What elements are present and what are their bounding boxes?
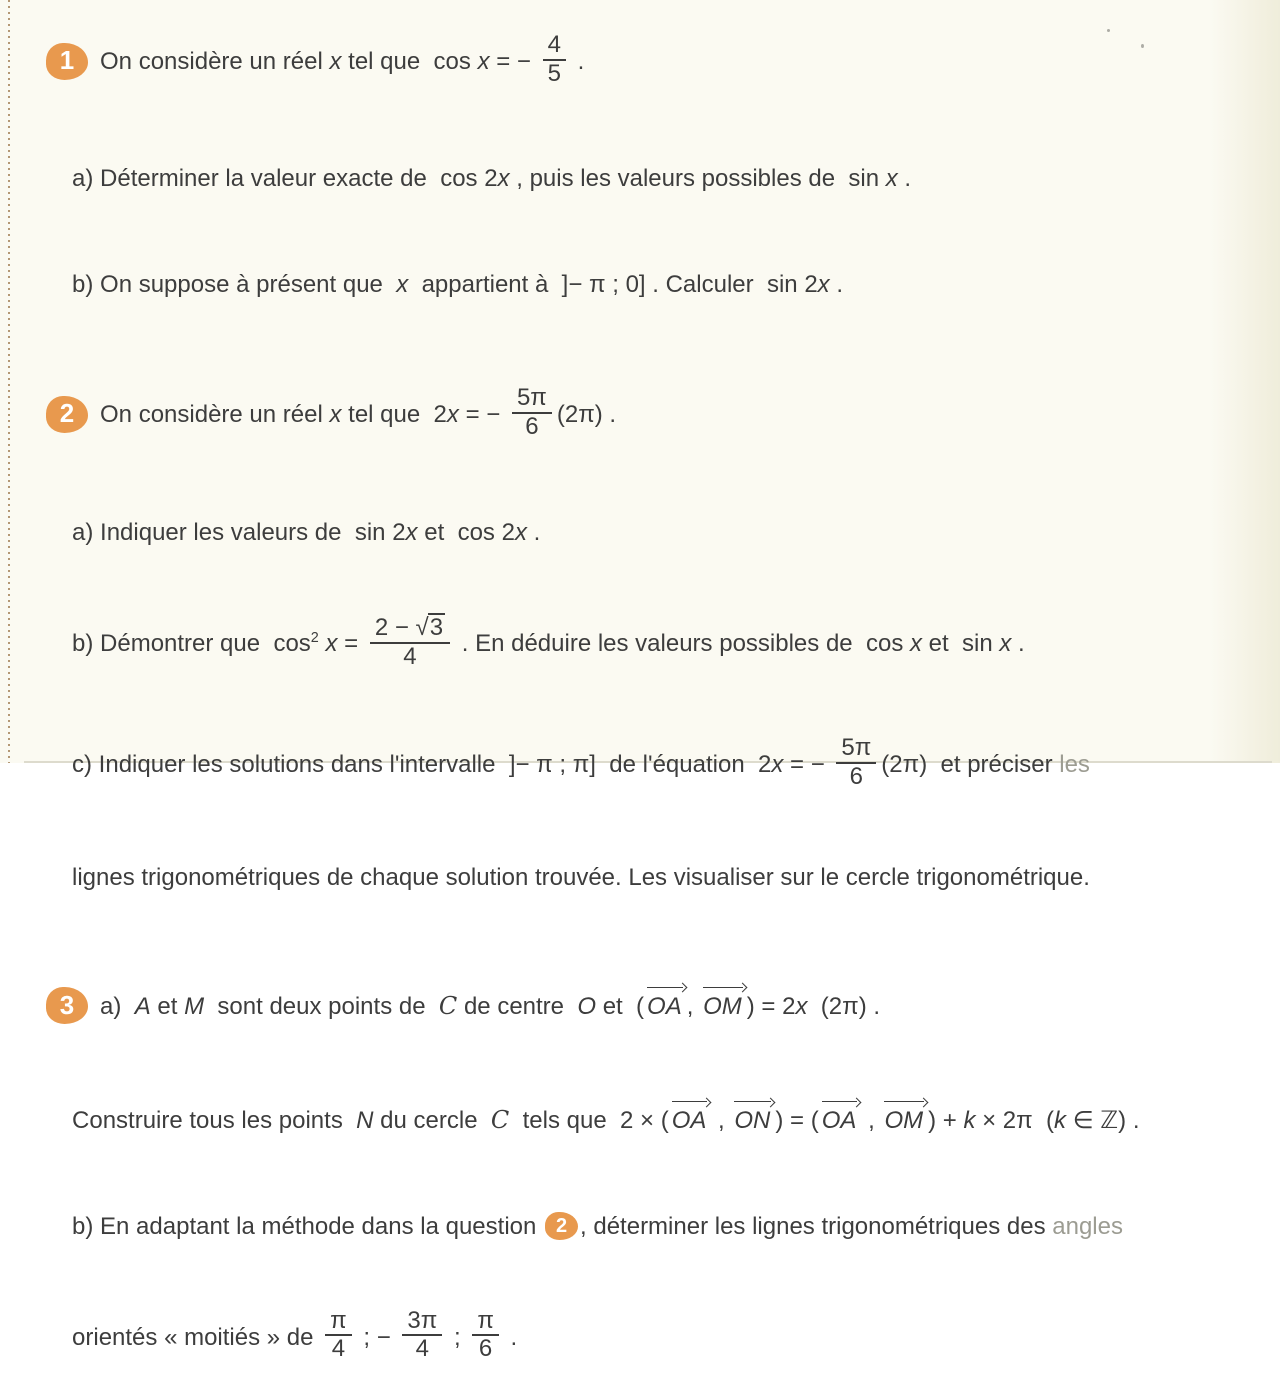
fraction-pi-4	[325, 1308, 352, 1364]
text: et	[417, 518, 458, 546]
variable-N: N	[356, 1107, 374, 1135]
fraction-2-minus-sqrt3-over-4	[370, 613, 450, 671]
fraction-denominator: 4	[370, 642, 450, 671]
text: =	[337, 630, 365, 658]
text: , puis les valeurs possibles de	[509, 165, 849, 193]
radical-sign: √	[415, 614, 428, 642]
variable-x: x	[329, 401, 342, 429]
exercise-3-item-b	[32, 1180, 1266, 1274]
variable-x: x	[497, 165, 510, 193]
text: a) Déterminer la valeur exacte de	[72, 165, 441, 193]
function-sin: sin	[848, 165, 886, 193]
text: b) En adaptant la méthode dans la question	[72, 1213, 544, 1241]
text: et	[150, 992, 185, 1020]
variable-x: x	[477, 48, 490, 76]
exponent-2: 2	[310, 630, 319, 647]
exercise-number-badge-1: 1	[46, 43, 88, 80]
vector-OA: OA	[820, 1096, 861, 1136]
inline-question-2-badge: 2	[545, 1212, 578, 1240]
fraction-5pi-6	[512, 385, 552, 441]
function-cos2x: cos 2	[440, 165, 498, 193]
vector-OM: OM	[701, 982, 746, 1022]
fraction-numerator: π	[330, 1306, 347, 1334]
text: , déterminer les lignes trigonométriques des	[580, 1213, 1053, 1241]
exercise-2-intro	[32, 357, 1266, 475]
function-cos2x: cos 2	[457, 518, 515, 546]
text: ) = (	[775, 1107, 819, 1135]
variable-x: x	[885, 165, 898, 193]
exercise-1-item-b	[32, 238, 1266, 332]
exercise-number-badge-3: 3	[46, 987, 88, 1024]
variable-k: k	[1054, 1107, 1067, 1135]
text: tel que	[341, 48, 434, 76]
text: (2π) .	[807, 992, 881, 1020]
exercise-number-badge-2: 2	[46, 396, 88, 433]
text: lignes trigonométriques de chaque solution trouvée. Les visualiser sur le cercle trigonométrique.	[72, 864, 1090, 892]
faded-word: angles	[1052, 1213, 1123, 1241]
text: .	[570, 48, 585, 76]
text: 2 −	[374, 614, 416, 642]
variable-x: x	[396, 270, 409, 298]
text: = −	[458, 401, 507, 429]
variable-x: x	[405, 518, 418, 546]
variable-x: x	[795, 992, 808, 1020]
text: On considère un réel	[100, 48, 330, 76]
text: et (	[596, 992, 645, 1020]
vector-OA: OA	[670, 1096, 711, 1136]
fraction-denominator: 4	[325, 1334, 352, 1363]
text: ) = 2	[746, 992, 796, 1020]
text: ∈ ℤ) .	[1066, 1107, 1140, 1135]
text: sont deux points de	[204, 992, 439, 1020]
fraction-denominator: 4	[402, 1334, 442, 1363]
fraction-numerator: 5π	[516, 384, 547, 412]
text: ;	[447, 1323, 468, 1351]
text: et préciser	[927, 751, 1060, 779]
variable-M: M	[184, 992, 205, 1020]
text: orientés « moitiés » de	[72, 1323, 321, 1351]
text: appartient à ]− π ; 0] . Calculer	[408, 270, 767, 298]
variable-x: x	[318, 630, 338, 658]
fraction-numerator	[370, 613, 450, 642]
exercise-2-item-b	[32, 585, 1266, 705]
text: et	[922, 630, 963, 658]
fraction-pi-6	[472, 1308, 499, 1364]
function-sin2x: sin 2	[766, 270, 818, 298]
exercise-1-item-a	[32, 132, 1266, 226]
variable-x: x	[910, 630, 922, 658]
fraction-numerator: 3π	[407, 1306, 438, 1334]
text: a)	[100, 992, 135, 1020]
vector-ON: ON	[732, 1096, 774, 1136]
text: c) Indiquer les solutions dans l'intervalle ]− π ; π] de l'équation 2	[72, 751, 772, 779]
variable-k: k	[963, 1107, 976, 1135]
text: .	[526, 518, 541, 546]
text: b) On suppose à présent que	[72, 270, 397, 298]
text: Construire tous les points	[72, 1107, 357, 1135]
text: (2π) .	[556, 401, 617, 429]
text: . En déduire les valeurs possibles de	[455, 630, 866, 658]
text: On considère un réel	[100, 401, 330, 429]
text: .	[503, 1323, 518, 1351]
text: × 2π (	[975, 1107, 1055, 1135]
variable-x: x	[446, 401, 459, 429]
text: = −	[783, 751, 832, 779]
variable-x: x	[514, 518, 527, 546]
fraction-numerator: 5π	[841, 734, 872, 762]
variable-x: x	[329, 48, 342, 76]
fraction-denominator: 5	[543, 59, 566, 88]
fraction-3pi-4	[402, 1308, 442, 1364]
script-C-circle: C	[438, 991, 458, 1020]
text: ,	[711, 1107, 732, 1135]
text: ; −	[356, 1323, 398, 1351]
function-sin: sin	[962, 630, 1000, 658]
function-cos: cos	[865, 630, 910, 658]
function-sin2x: sin 2	[354, 518, 406, 546]
exercise-3-item-a-continued	[32, 1065, 1266, 1168]
exercise-3-item-b-continued	[32, 1279, 1266, 1397]
vector-OA: OA	[645, 982, 686, 1022]
variable-x: x	[817, 270, 830, 298]
text: du cercle	[373, 1107, 491, 1135]
radicand-3: 3	[429, 614, 444, 642]
fraction-denominator: 6	[836, 762, 876, 791]
fraction-denominator: 6	[512, 412, 552, 441]
text: a) Indiquer les valeurs de	[72, 518, 355, 546]
script-C-circle: C	[490, 1106, 510, 1135]
exercise-1-intro	[32, 4, 1266, 122]
variable-A: A	[134, 992, 151, 1020]
variable-x: x	[999, 630, 1012, 658]
vector-OM: OM	[882, 1096, 927, 1136]
variable-O: O	[577, 992, 597, 1020]
exercise-3-item-a	[32, 951, 1266, 1060]
text: tel que 2	[341, 401, 447, 429]
text: tels que 2 × (	[509, 1107, 669, 1135]
function-cos: cos	[273, 630, 311, 658]
text: de centre	[457, 992, 578, 1020]
text: ,	[861, 1107, 882, 1135]
text: (2π)	[881, 751, 928, 779]
text: .	[897, 165, 912, 193]
text: .	[829, 270, 844, 298]
text: ) +	[928, 1107, 964, 1135]
text: ,	[686, 992, 701, 1020]
faded-word: les	[1059, 751, 1090, 779]
text: b) Démontrer que	[72, 630, 274, 658]
fraction-numerator: π	[477, 1306, 494, 1334]
exercise-2-item-c	[32, 707, 1266, 825]
text: .	[1011, 630, 1025, 658]
exercise-2-item-a	[32, 485, 1266, 579]
function-cos: cos	[433, 48, 478, 76]
variable-x: x	[771, 751, 784, 779]
exercise-2-item-c-continued	[32, 831, 1266, 925]
text: = −	[489, 48, 538, 76]
fraction-4-5	[543, 32, 566, 88]
fraction-5pi-6	[836, 735, 876, 791]
fraction-denominator: 6	[472, 1334, 499, 1363]
fraction-numerator: 4	[547, 31, 561, 59]
